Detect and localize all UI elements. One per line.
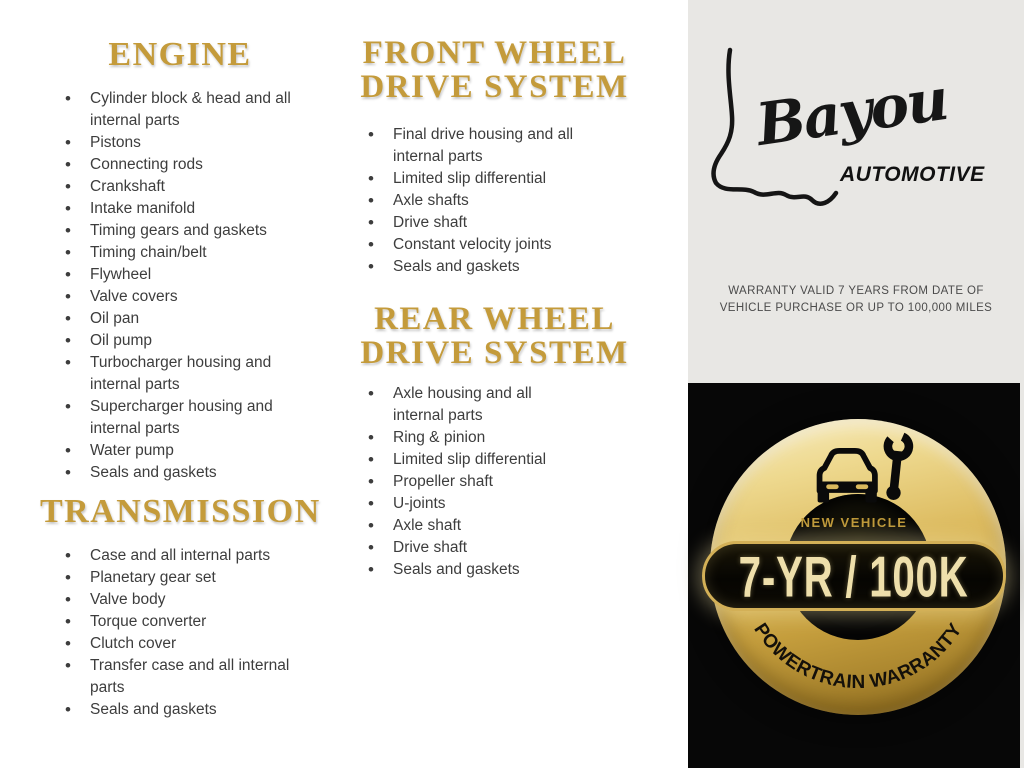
list-item: • Timing chain/belt — [40, 242, 320, 264]
list-item: • Drive shaft — [352, 537, 581, 559]
badge-panel — [688, 383, 1020, 768]
list-item: • Seals and gaskets — [40, 699, 320, 721]
list-item: • Drive shaft — [352, 212, 581, 234]
transmission-parts-list — [40, 545, 320, 721]
list-item: • Oil pan — [40, 308, 320, 330]
list-item: • Constant velocity joints — [352, 234, 581, 256]
engine-section-title: ENGINE — [108, 36, 252, 73]
badge-top-label: NEW VEHICLE — [800, 515, 908, 530]
warranty-note-line2: VEHICLE PURCHASE OR UP TO 100,000 MILES — [719, 302, 993, 314]
list-item: • Supercharger housing and internal parts — [40, 396, 320, 440]
list-item: • Planetary gear set — [40, 567, 320, 589]
list-item: • Valve covers — [40, 286, 320, 308]
list-item: • Pistons — [40, 132, 320, 154]
list-item: • Turbocharger housing and internal parts — [40, 352, 320, 396]
list-item: • Valve body — [40, 589, 320, 611]
front-wheel-drive-title-line1: FRONT WHEEL — [362, 35, 627, 71]
rear-wheel-drive-section-title — [352, 302, 637, 370]
engine-parts-list — [40, 88, 320, 484]
badge-pill-text: 7-YR / 100K — [739, 543, 969, 609]
transmission-section-title: TRANSMISSION — [40, 493, 321, 530]
list-item: • Axle shafts — [352, 190, 581, 212]
list-item: • Oil pump — [40, 330, 320, 352]
list-item: • Cylinder block & head and all internal parts — [40, 88, 320, 132]
list-item: • Seals and gaskets — [40, 462, 320, 484]
front-wheel-drive-section-title — [352, 36, 637, 104]
warranty-note — [688, 283, 1024, 317]
list-item: • Intake manifold — [40, 198, 320, 220]
list-item: • Timing gears and gaskets — [40, 220, 320, 242]
front-wheel-drive-title-line2: DRIVE SYSTEM — [360, 69, 629, 105]
list-item: • Axle housing and all internal parts — [352, 383, 581, 427]
list-item: • Torque converter — [40, 611, 320, 633]
list-item: • Connecting rods — [40, 154, 320, 176]
list-item: • Water pump — [40, 440, 320, 462]
list-item: • Flywheel — [40, 264, 320, 286]
warranty-note-line1: WARRANTY VALID 7 YEARS FROM DATE OF — [728, 285, 984, 297]
rear-wheel-drive-parts-list — [352, 383, 581, 581]
list-item: • Final drive housing and all internal parts — [352, 124, 581, 168]
svg-text:POWERTRAIN WARRANTY — [750, 620, 967, 693]
list-item: • Seals and gaskets — [352, 559, 581, 581]
list-item: • Crankshaft — [40, 176, 320, 198]
brand-script-name: Bayou — [752, 65, 951, 159]
badge-arc-text: POWERTRAIN WARRANTY — [749, 619, 967, 693]
list-item: • U-joints — [352, 493, 581, 515]
list-item: • Clutch cover — [40, 633, 320, 655]
list-item: • Transfer case and all internal parts — [40, 655, 320, 699]
brand-word: AUTOMOTIVE — [840, 163, 985, 186]
list-item: • Limited slip differential — [352, 449, 581, 471]
badge-arc — [688, 383, 1020, 768]
rear-wheel-drive-title-line2: DRIVE SYSTEM — [360, 335, 629, 371]
brand-logo — [688, 0, 1024, 240]
rear-wheel-drive-title-line1: REAR WHEEL — [374, 301, 615, 337]
front-wheel-drive-parts-list — [352, 124, 581, 278]
column-left — [40, 36, 320, 721]
list-item: • Limited slip differential — [352, 168, 581, 190]
list-item: • Ring & pinion — [352, 427, 581, 449]
list-item: • Seals and gaskets — [352, 256, 581, 278]
list-item: • Propeller shaft — [352, 471, 581, 493]
list-item: • Axle shaft — [352, 515, 581, 537]
column-middle — [352, 36, 637, 581]
list-item: • Case and all internal parts — [40, 545, 320, 567]
